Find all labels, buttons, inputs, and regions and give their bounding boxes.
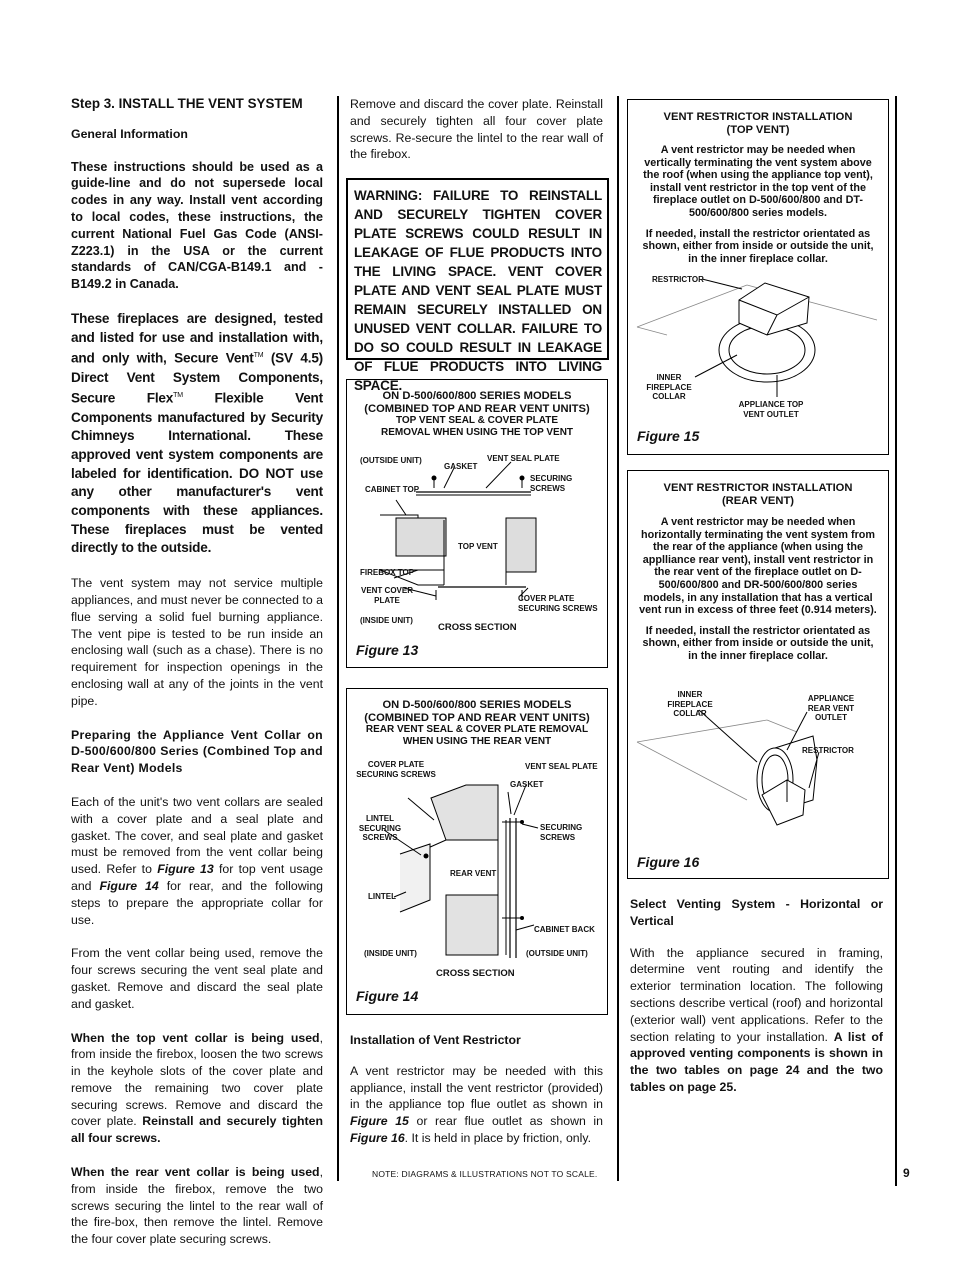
fig14-cover-plate-screws: COVER PLATE SECURING SCREWS	[356, 760, 436, 779]
fig14-cross-section: CROSS SECTION	[436, 968, 515, 979]
fig15-restrictor: RESTRICTOR	[652, 275, 704, 284]
fig16-inner-collar: INNER FIREPLACE COLLAR	[667, 690, 713, 718]
fig13-cross-section: CROSS SECTION	[438, 622, 517, 633]
figure-16-ref: Figure 16	[350, 1130, 405, 1145]
fig14-inside-unit: (INSIDE UNIT)	[364, 949, 417, 958]
fig14-rear-vent: REAR VENT	[450, 869, 497, 878]
remove-screws-paragraph: From the vent collar being used, remove the four screws securing the vent seal plate and gasket. Remove and discard the seal plate and gasket.	[71, 946, 323, 1011]
figure-15-label: Figure 15	[637, 428, 700, 444]
fig16-restrictor: RESTRICTOR	[802, 746, 854, 755]
figure-13-title: ON D-500/600/800 SERIES MODELS (COMBINED TOP AND REAR VENT UNITS) TOP VENT SEAL & COVER PLATE REMOVAL WHEN USING THE TOP VENT	[364, 390, 590, 438]
fig16-appliance-rear: APPLIANCE REAR VENT OUTLET	[807, 694, 855, 722]
fig13-cabinet-top: CABINET TOP	[365, 485, 420, 494]
multiple-appliance-paragraph: The vent system may not service multiple appliances, and must never be connected to a flue serving a solid fuel burning appliance. The vent pipe is tested to be run inside an enclosing wall (such as a chase). There is no requirement for inspection openings in the enclosing wall at any of the joints in the vent pipe.	[71, 576, 323, 708]
figure-15-body: A vent restrictor may be needed when vertically terminating the vent system above the roof (when using the appliance top vent), install vent restrictor in the top vent of the fireplace outlet on D-500/600/800 and DT-500/600/800 series models. If needed, install the restrictor orientated as shown, either from inside or outside the unit, in the inner fireplace collar.	[642, 144, 874, 265]
figure-16-title: VENT RESTRICTOR INSTALLATION (REAR VENT)	[663, 482, 853, 507]
warning-box: WARNING: FAILURE TO REINSTALL AND SECURELY TIGHTEN COVER PLATE SCREWS COULD RESULT IN LEAKAGE OF FLUE PRODUCTS INTO THE LIVING SPACE. VENT COVER PLATE AND VENT SEAL PLATE MUST REMAIN SECURELY INSTALLED ON UNUSED VENT COLLAR. FAILURE TO DO SO COULD RESULT IN LEAKAGE OF FLUE PRODUCTS INTO LIVING SPACE.	[346, 178, 609, 360]
figure-13-ref: Figure 13	[157, 862, 214, 877]
fig13-outside-unit: (OUTSIDE UNIT)	[360, 456, 422, 465]
fig14-cabinet-back: CABINET BACK	[534, 925, 595, 934]
column-3-text	[630, 896, 883, 1113]
fig15-inner-collar: INNER FIREPLACE COLLAR	[646, 373, 692, 401]
column-2-top	[350, 96, 603, 180]
fig13-cover-plate-screws: COVER PLATE SECURING SCREWS	[518, 594, 598, 613]
figure-16-label: Figure 16	[637, 854, 700, 870]
select-venting-heading: Select Venting System - Horizontal or Vertical	[630, 897, 883, 928]
fig13-gasket: GASKET	[444, 462, 478, 471]
select-venting-paragraph: With the appliance secured in framing, determine vent routing and identify the exterior termination location. The following sections describe vertical (roof) and horizontal (exterior wall) vent applications. Refer to the section relating to your installation. A list of approved venting components is shown in the two tables on page 24 and the two tables on page 25.	[630, 945, 883, 1094]
fig13-vent-cover-plate: VENT COVER PLATE	[360, 586, 413, 605]
fig15-appliance-top: APPLIANCE TOP VENT OUTLET	[738, 400, 804, 419]
right-edge-rule	[895, 96, 897, 1186]
column-1	[71, 96, 323, 1265]
restrictor-section	[350, 1032, 603, 1164]
trademark-mark: TM	[253, 352, 264, 360]
restrictor-heading: Installation of Vent Restrictor	[350, 1033, 521, 1047]
restrictor-paragraph: A vent restrictor may be needed with this appliance, install the vent restrictor (provided) in the appliance top flue outlet as shown in Figure 15 or rear flue outlet as shown in Figure 16. It is held in place by friction, only.	[350, 1063, 603, 1145]
page-number: 9	[903, 1166, 910, 1180]
column-divider-right	[617, 96, 619, 1181]
fig13-securing-screws: SECURING SCREWS	[530, 474, 573, 493]
figure-15-ref: Figure 15	[350, 1114, 409, 1129]
fig14-securing-screws: SECURING SCREWS	[540, 823, 583, 842]
general-heading: General Information	[71, 126, 188, 141]
prep-heading: Preparing the Appliance Vent Collar on D-500/600/800 Series (Combined Top and Rear Vent) Models	[71, 727, 323, 776]
fig14-vent-seal-plate: VENT SEAL PLATE	[525, 762, 598, 771]
fig14-gasket: GASKET	[510, 780, 544, 789]
designed-paragraph: These fireplaces are designed, tested and listed for use and installation with, and only with, Secure Vent™ (SV 4.5) Direct Vent System Components, Secure Flex™ Flexible Vent Components manufactured by Security Chimneys International. These approved vent system components are labeled for identification. DO NOT use any other manufacturer's vent components with these appliances. These fireplaces must be vented directly to the outside.	[71, 310, 323, 556]
figure-14-ref: Figure 14	[99, 878, 159, 893]
fig13-vent-seal-plate: VENT SEAL PLATE	[487, 454, 560, 463]
fig14-lintel: LINTEL	[368, 892, 396, 901]
fig13-inside-unit: (INSIDE UNIT)	[360, 616, 413, 625]
step-title: Step 3. INSTALL THE VENT SYSTEM	[71, 96, 303, 111]
column-divider-left	[337, 96, 339, 1181]
fig14-lintel-screws: LINTEL SECURING SCREWS	[358, 814, 402, 842]
top-vent-paragraph: When the top vent collar is being used, from inside the firebox, loosen the two screws in the keyhole slots of the cover plate and remove the remaining two cover plate securing screws. Remove and discard the cover plate. Reinstall and securely tighten all four screws.	[71, 1030, 323, 1146]
discard-cover-paragraph: Remove and discard the cover plate. Reinstall and securely tighten all four cover plate screws. Re-secure the lintel to the rear wall of the firebox.	[350, 97, 603, 162]
figure-16-body: A vent restrictor may be needed when horizontally terminating the vent system from the rear of the appliance (when using the applliance rear vent), install vent restrictor in the rear vent of the fireplace outlet on D-500/600/800 and DR-500/600/800 series models, in any installation that has a vertical vent run in excess of three feet (0.914 meters). If needed, install the restrictor orientated as shown, either from inside or outside the unit, in the inner fireplace collar.	[639, 516, 877, 662]
rear-vent-paragraph: When the rear vent collar is being used, from inside the firebox, remove the two screws securing the lintel to the rear wall of the fire-box, then remove the lintel. Remove the four cover plate securing screws.	[71, 1165, 323, 1247]
figure-15-title: VENT RESTRICTOR INSTALLATION (TOP VENT)	[663, 111, 853, 136]
trademark-mark: TM	[173, 392, 183, 400]
figure-14-label: Figure 14	[356, 988, 419, 1004]
figure-13-label: Figure 13	[356, 642, 419, 658]
guideline-paragraph: These instructions should be used as a guide-line and do not supersede local codes in any way. Install vent according to local codes, these instructions, the current National Fuel Gas Code (ANSI-Z223.1) in the USA or the current standards of CAN/CGA-B149.1 and - B149.2 in Canada.	[71, 159, 323, 292]
figure-14-title: ON D-500/600/800 SERIES MODELS (COMBINED TOP AND REAR VENT UNITS) REAR VENT SEAL & COVER PLATE REMOVAL WHEN USING THE REAR VENT	[364, 699, 590, 747]
scale-note: NOTE: DIAGRAMS & ILLUSTRATIONS NOT TO SCALE.	[372, 1169, 598, 1179]
fig13-firebox-top: FIREBOX TOP	[360, 568, 415, 577]
fig14-outside-unit: (OUTSIDE UNIT)	[526, 949, 588, 958]
collars-paragraph: Each of the unit's two vent collars are sealed with a cover plate and a seal plate and gasket. The cover, and seal plate and gasket must be removed from the vent collar being used. Refer to Figure 13 for top vent usage and Figure 14 for rear, and the following steps to prepare the appropriate collar for use.	[71, 794, 324, 927]
fig13-top-vent: TOP VENT	[458, 542, 498, 551]
